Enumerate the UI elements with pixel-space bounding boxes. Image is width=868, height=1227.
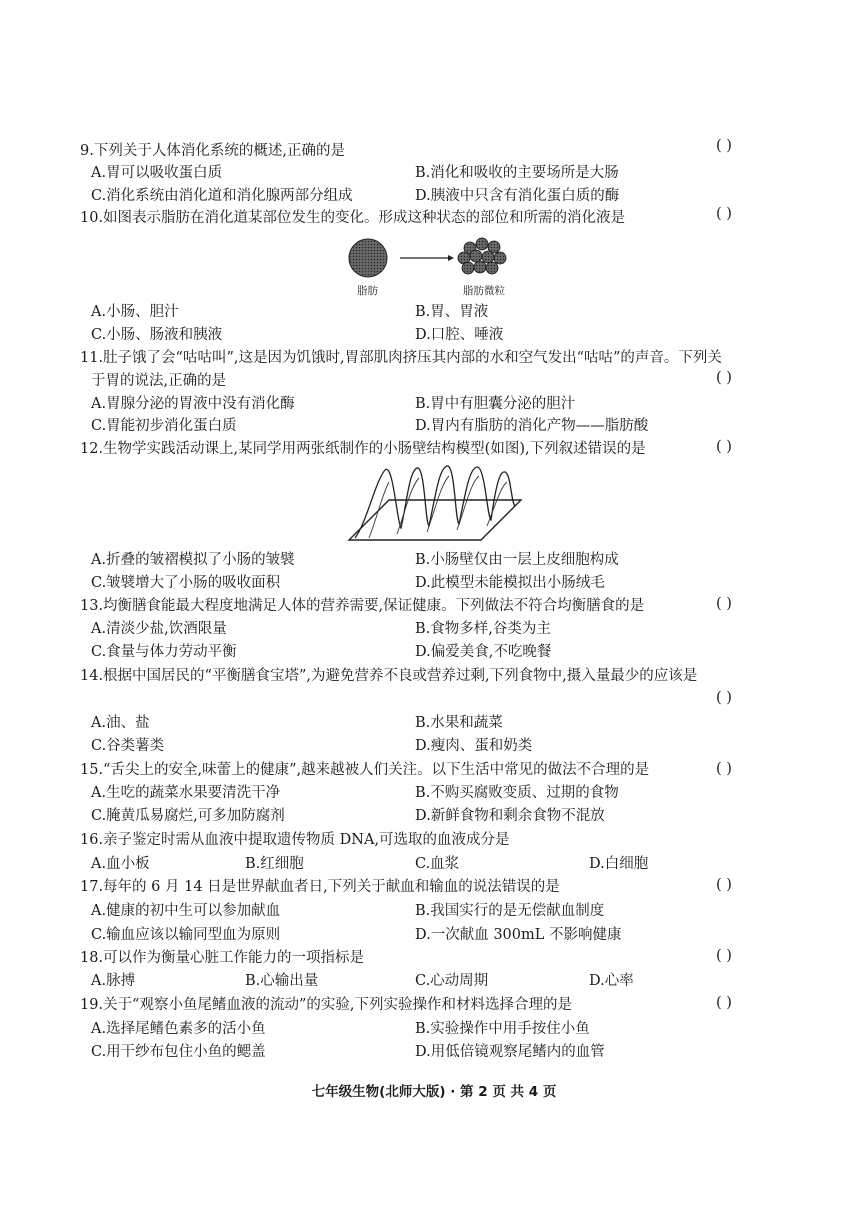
question-14-stem: 14.根据中国居民的“平衡膳食宝塔”,为避免营养不良或营养过剩,下列食物中,摄入量最少的应该是	[80, 668, 698, 684]
question-11-stem: 11.肚子饿了会“咕咕叫”,这是因为饥饿时,胃部肌肉挤压其内部的水和空气发出“咕咕”的声音。下列关	[80, 350, 722, 366]
option-d: D.偏爱美食,不吃晚餐	[415, 644, 552, 660]
option-c: C.消化系统由消化道和消化腺两部分组成	[91, 188, 353, 204]
answer-bracket: ( )	[716, 138, 732, 154]
option-d: D.一次献血 300mL 不影响健康	[415, 927, 622, 943]
option-c: C.心动周期	[415, 973, 489, 989]
option-b: B.红细胞	[245, 856, 304, 872]
option-b: B.实验操作中用手按住小鱼	[415, 1021, 590, 1037]
option-c: C.腌黄瓜易腐烂,可多加防腐剂	[91, 808, 285, 824]
option-a: A.胃可以吸收蛋白质	[91, 165, 223, 181]
answer-bracket: ( )	[716, 690, 732, 706]
question-11-stem-continued: 于胃的说法,正确的是	[91, 373, 227, 389]
question-17-stem: 17.每年的 6 月 14 日是世界献血者日,下列关于献血和输血的说法错误的是	[80, 879, 560, 895]
option-b: B.小肠壁仅由一层上皮细胞构成	[415, 552, 619, 568]
option-b: B.心输出量	[245, 973, 319, 989]
question-9-stem: 9.下列关于人体消化系统的概述,正确的是	[80, 143, 345, 159]
question-16-stem: 16.亲子鉴定时需从血液中提取遗传物质 DNA,可选取的血液成分是	[80, 832, 510, 848]
answer-bracket: ( )	[716, 370, 732, 386]
option-a: A.生吃的蔬菜水果要清洗干净	[91, 785, 281, 801]
option-d: D.此模型未能模拟出小肠绒毛	[415, 575, 605, 591]
option-d: D.胃内有脂肪的消化产物——脂肪酸	[415, 418, 649, 434]
option-d: D.心率	[589, 973, 634, 989]
page-footer: 七年级生物(北师大版) · 第 2 页 共 4 页	[311, 1084, 557, 1100]
fat-particles-icon	[458, 238, 506, 274]
answer-bracket: ( )	[716, 439, 732, 455]
option-b: B.我国实行的是无偿献血制度	[415, 903, 605, 919]
answer-bracket: ( )	[716, 877, 732, 893]
option-c: C.用干纱布包住小鱼的鳃盖	[91, 1044, 266, 1060]
option-b: B.食物多样,谷类为主	[415, 621, 551, 637]
question-18-stem: 18.可以作为衡量心脏工作能力的一项指标是	[80, 950, 365, 966]
option-b: B.胃、胃液	[415, 304, 489, 320]
option-a: A.胃腺分泌的胃液中没有消化酶	[91, 396, 295, 412]
option-c: C.胃能初步消化蛋白质	[91, 418, 237, 434]
intestine-wall-model-figure	[345, 462, 525, 544]
option-d: D.胰液中只含有消化蛋白质的酶	[415, 188, 620, 204]
option-a: A.折叠的皱褶模拟了小肠的皱襞	[91, 552, 295, 568]
answer-bracket: ( )	[716, 761, 732, 777]
answer-bracket: ( )	[716, 995, 732, 1011]
option-a: A.选择尾鳍色素多的活小鱼	[91, 1021, 266, 1037]
question-19-stem: 19.关于“观察小鱼尾鳍血液的流动”的实验,下列实验操作和材料选择合理的是	[80, 997, 572, 1013]
option-d: D.瘦肉、蛋和奶类	[415, 738, 533, 754]
option-a: A.健康的初中生可以参加献血	[91, 903, 281, 919]
option-a: A.油、盐	[91, 715, 150, 731]
option-a: A.血小板	[91, 856, 150, 872]
option-c: C.血浆	[415, 856, 460, 872]
option-c: C.小肠、肠液和胰液	[91, 327, 223, 343]
option-a: A.脉搏	[91, 973, 136, 989]
question-10-stem: 10.如图表示脂肪在消化道某部位发生的变化。形成这种状态的部位和所需的消化液是	[80, 210, 626, 226]
option-d: D.口腔、唾液	[415, 327, 504, 343]
option-b: B.水果和蔬菜	[415, 715, 503, 731]
answer-bracket: ( )	[716, 948, 732, 964]
figure-label-fat: 脂肪	[357, 285, 378, 297]
answer-bracket: ( )	[716, 206, 732, 222]
option-c: C.谷类薯类	[91, 738, 165, 754]
question-13-stem: 13.均衡膳食能最大程度地满足人体的营养需要,保证健康。下列做法不符合均衡膳食的是	[80, 598, 645, 614]
option-b: B.消化和吸收的主要场所是大肠	[415, 165, 619, 181]
option-c: C.皱襞增大了小肠的吸收面积	[91, 575, 281, 591]
question-12-stem: 12.生物学实践活动课上,某同学用两张纸制作的小肠壁结构模型(如图),下列叙述错误的是	[80, 441, 646, 457]
figure-label-fat-particles: 脂肪微粒	[463, 285, 505, 297]
option-c: C.输血应该以输同型血为原则	[91, 927, 281, 943]
option-c: C.食量与体力劳动平衡	[91, 644, 237, 660]
option-b: B.不购买腐败变质、过期的食物	[415, 785, 619, 801]
option-a: A.清淡少盐,饮酒限量	[91, 621, 227, 637]
option-d: D.白细胞	[589, 856, 649, 872]
fat-droplet-icon	[349, 239, 387, 277]
option-a: A.小肠、胆汁	[91, 304, 179, 320]
option-d: D.新鲜食物和剩余食物不混放	[415, 808, 605, 824]
option-d: D.用低倍镜观察尾鳍内的血管	[415, 1044, 605, 1060]
question-15-stem: 15.“舌尖上的安全,味蕾上的健康”,越来越被人们关注。以下生活中常见的做法不合理的是	[80, 762, 650, 778]
answer-bracket: ( )	[716, 596, 732, 612]
option-b: B.胃中有胆囊分泌的胆汁	[415, 396, 576, 412]
